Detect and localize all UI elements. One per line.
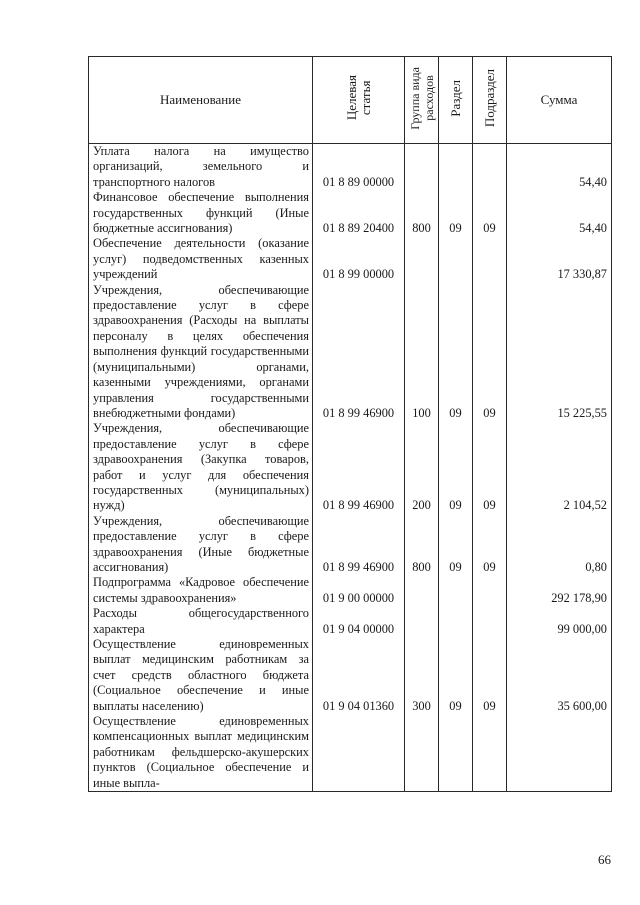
- cell-amount: 54,40: [507, 144, 612, 191]
- cell-subsection: [473, 714, 507, 792]
- cell-subsection: 09: [473, 190, 507, 236]
- cell-subsection: [473, 236, 507, 282]
- table-row: [89, 236, 612, 282]
- cell-target: 01 8 89 20400: [313, 190, 405, 236]
- header-group: Группа вида расходов: [405, 57, 439, 144]
- cell-target: [313, 714, 405, 792]
- cell-target: 01 8 99 46900: [313, 283, 405, 422]
- cell-amount: 17 330,87: [507, 236, 612, 282]
- cell-target: 01 8 99 00000: [313, 236, 405, 282]
- cell-group: [405, 606, 439, 637]
- cell-group: 800: [405, 190, 439, 236]
- cell-group: 800: [405, 514, 439, 576]
- cell-amount: 99 000,00: [507, 606, 612, 637]
- cell-amount: 2 104,52: [507, 421, 612, 513]
- cell-subsection: 09: [473, 283, 507, 422]
- cell-section: 09: [439, 421, 473, 513]
- cell-subsection: 09: [473, 514, 507, 576]
- table-header-row: [89, 57, 612, 144]
- cell-target: 01 8 99 46900: [313, 514, 405, 576]
- header-amount: Сумма: [507, 57, 612, 144]
- cell-name: Обеспечение деятельности (оказание услуг) подведомственных казенных учреждений: [89, 236, 313, 282]
- table-row: [89, 421, 612, 513]
- cell-name: Подпрограмма «Кадровое обеспечение системы здравоохранения»: [89, 575, 313, 606]
- cell-subsection: [473, 575, 507, 606]
- cell-amount: [507, 714, 612, 792]
- table-row: [89, 144, 612, 191]
- cell-amount: 292 178,90: [507, 575, 612, 606]
- cell-name: Учреждения, обеспечивающие предоставление услуг в сфере здравоохранения (Иные бюджетные ассигнования): [89, 514, 313, 576]
- budget-table: [88, 56, 612, 792]
- cell-section: 09: [439, 637, 473, 714]
- cell-section: 09: [439, 283, 473, 422]
- cell-name: Уплата налога на имущество организаций, земельного и транспортного налогов: [89, 144, 313, 191]
- cell-target: 01 9 04 01360: [313, 637, 405, 714]
- table-row: [89, 637, 612, 714]
- cell-section: [439, 575, 473, 606]
- cell-subsection: [473, 606, 507, 637]
- cell-amount: 54,40: [507, 190, 612, 236]
- cell-target: 01 9 04 00000: [313, 606, 405, 637]
- page-number: 66: [598, 852, 611, 867]
- header-name: Наименование: [89, 57, 313, 144]
- cell-target: 01 8 89 00000: [313, 144, 405, 191]
- cell-amount: 15 225,55: [507, 283, 612, 422]
- cell-section: [439, 236, 473, 282]
- table-row: [89, 714, 612, 792]
- cell-section: [439, 606, 473, 637]
- cell-group: [405, 144, 439, 191]
- cell-subsection: 09: [473, 637, 507, 714]
- cell-subsection: [473, 144, 507, 191]
- cell-group: [405, 575, 439, 606]
- cell-name: Финансовое обеспечение выполнения государственных функций (Иные бюджетные ассигнования): [89, 190, 313, 236]
- cell-name: Осуществление единовременных компенсационных выплат медицинским работникам фельдшерско-акушерских пунктов (Социальное обеспечение и иные выпла-: [89, 714, 313, 792]
- cell-group: [405, 236, 439, 282]
- cell-section: 09: [439, 514, 473, 576]
- cell-group: 100: [405, 283, 439, 422]
- table-row: [89, 575, 612, 606]
- cell-group: [405, 714, 439, 792]
- cell-amount: 35 600,00: [507, 637, 612, 714]
- cell-name: Расходы общегосударственного характера: [89, 606, 313, 637]
- cell-subsection: 09: [473, 421, 507, 513]
- cell-name: Учреждения, обеспечивающие предоставление услуг в сфере здравоохранения (Расходы на выплаты персоналу в целях обеспечения выполнения функций государственными (муниципальными) органами, казенными учреждениями, органами управления государственными внебюджетными фондами): [89, 283, 313, 422]
- cell-name: Осуществление единовременных выплат медицинским работникам за счет средств областного бюджета (Социальное обеспечение и иные выплаты населению): [89, 637, 313, 714]
- header-subsection: Подраздел: [473, 57, 507, 144]
- cell-target: 01 8 99 46900: [313, 421, 405, 513]
- cell-target: 01 9 00 00000: [313, 575, 405, 606]
- cell-name: Учреждения, обеспечивающие предоставление услуг в сфере здравоохранения (Закупка товаров, работ и услуг для обеспечения государственных (муниципальных) нужд): [89, 421, 313, 513]
- cell-section: [439, 714, 473, 792]
- table-row: [89, 606, 612, 637]
- table-row: [89, 514, 612, 576]
- cell-section: 09: [439, 190, 473, 236]
- cell-amount: 0,80: [507, 514, 612, 576]
- cell-section: [439, 144, 473, 191]
- table-row: [89, 190, 612, 236]
- cell-group: 200: [405, 421, 439, 513]
- header-target: Целевая статья: [313, 57, 405, 144]
- header-section: Раздел: [439, 57, 473, 144]
- cell-group: 300: [405, 637, 439, 714]
- table-row: [89, 283, 612, 422]
